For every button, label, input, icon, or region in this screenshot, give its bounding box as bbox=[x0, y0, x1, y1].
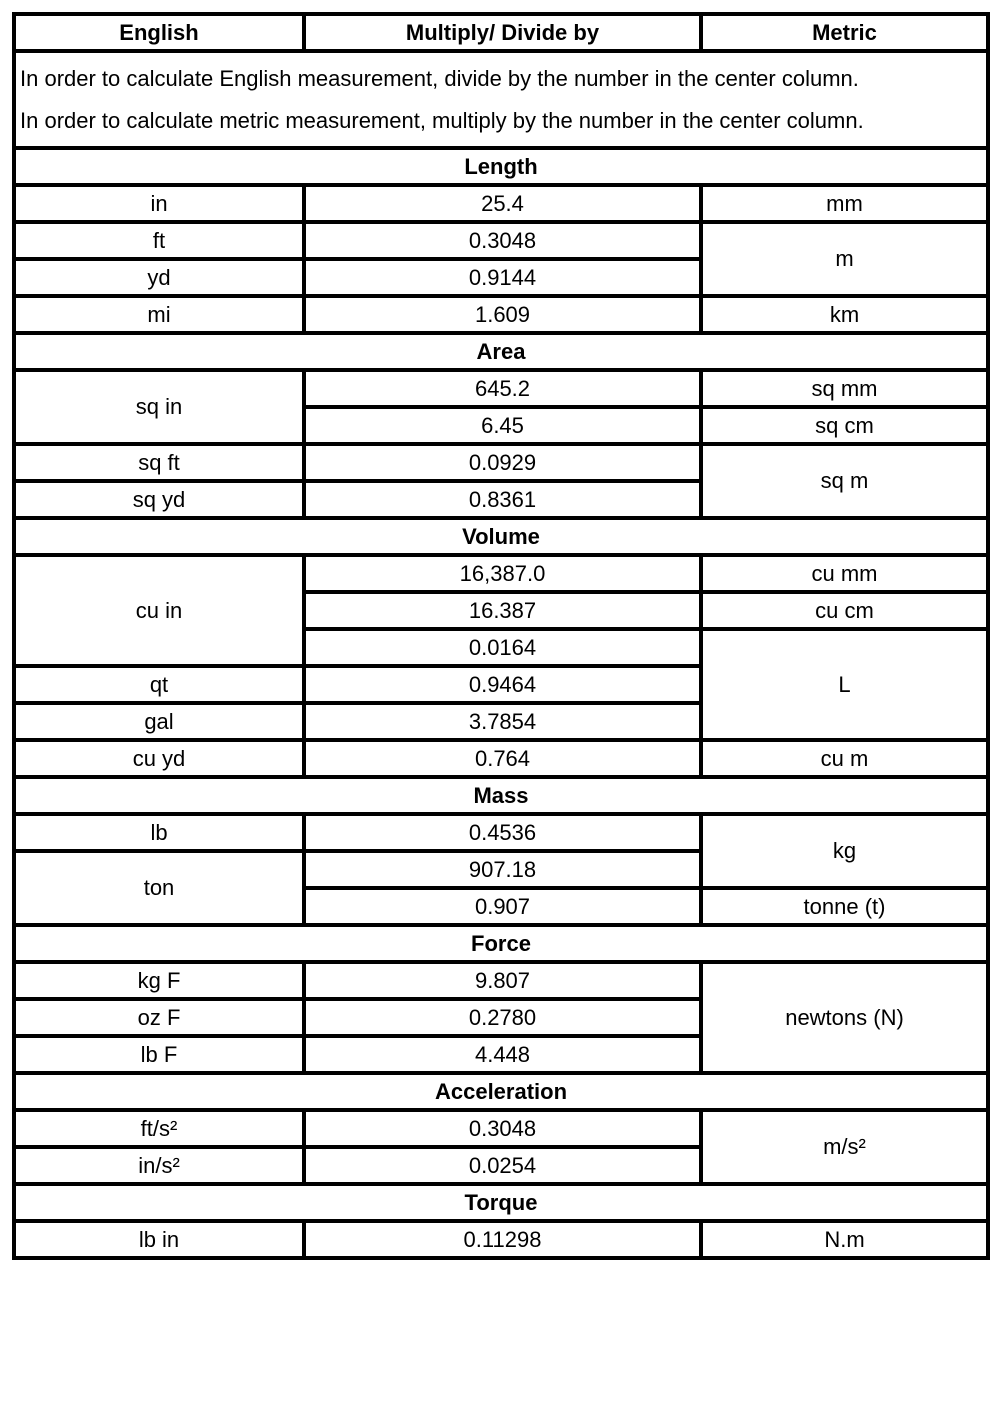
note-line-english: In order to calculate English measurement, divide by the number in the center column. bbox=[20, 65, 859, 91]
table-row bbox=[14, 1110, 988, 1147]
section-row-force bbox=[14, 925, 988, 962]
section-title-mass: Mass bbox=[14, 777, 988, 814]
conversion-factor: 9.807 bbox=[304, 962, 701, 999]
section-row-length bbox=[14, 148, 988, 185]
table-row bbox=[14, 370, 988, 407]
english-unit: cu yd bbox=[14, 740, 304, 777]
english-unit: sq ft bbox=[14, 444, 304, 481]
note-line-metric: In order to calculate metric measurement, multiply by the number in the center column. bbox=[20, 107, 864, 133]
section-row-area bbox=[14, 333, 988, 370]
table-row bbox=[14, 444, 988, 481]
conversion-factor: 0.9464 bbox=[304, 666, 701, 703]
conversion-table-container bbox=[12, 12, 986, 1260]
metric-unit: km bbox=[701, 296, 988, 333]
english-unit: ft/s² bbox=[14, 1110, 304, 1147]
conversion-factor: 16,387.0 bbox=[304, 555, 701, 592]
conversion-factor: 0.0929 bbox=[304, 444, 701, 481]
header-factor: Multiply/ Divide by bbox=[304, 14, 701, 51]
english-unit: ft bbox=[14, 222, 304, 259]
conversion-factor: 25.4 bbox=[304, 185, 701, 222]
note-row bbox=[14, 51, 988, 148]
conversion-factor: 0.764 bbox=[304, 740, 701, 777]
english-unit: in/s² bbox=[14, 1147, 304, 1184]
section-row-mass bbox=[14, 777, 988, 814]
english-unit: cu in bbox=[14, 555, 304, 666]
table-row bbox=[14, 740, 988, 777]
metric-unit: newtons (N) bbox=[701, 962, 988, 1073]
table-row bbox=[14, 555, 988, 592]
english-unit: in bbox=[14, 185, 304, 222]
metric-unit: cu cm bbox=[701, 592, 988, 629]
metric-unit: sq cm bbox=[701, 407, 988, 444]
english-unit: gal bbox=[14, 703, 304, 740]
english-unit: kg F bbox=[14, 962, 304, 999]
conversion-factor: 0.0254 bbox=[304, 1147, 701, 1184]
header-english: English bbox=[14, 14, 304, 51]
conversion-factor: 0.11298 bbox=[304, 1221, 701, 1258]
conversion-factor: 645.2 bbox=[304, 370, 701, 407]
table-row bbox=[14, 962, 988, 999]
metric-unit: m bbox=[701, 222, 988, 296]
metric-unit: kg bbox=[701, 814, 988, 888]
metric-unit: N.m bbox=[701, 1221, 988, 1258]
section-title-length: Length bbox=[14, 148, 988, 185]
section-row-torque bbox=[14, 1184, 988, 1221]
conversion-factor: 0.907 bbox=[304, 888, 701, 925]
conversion-factor: 0.9144 bbox=[304, 259, 701, 296]
conversion-factor: 6.45 bbox=[304, 407, 701, 444]
metric-unit: mm bbox=[701, 185, 988, 222]
header-row bbox=[14, 14, 988, 51]
english-unit: oz F bbox=[14, 999, 304, 1036]
note-spacer bbox=[20, 91, 982, 109]
english-unit: lb in bbox=[14, 1221, 304, 1258]
conversion-factor: 0.4536 bbox=[304, 814, 701, 851]
english-unit: yd bbox=[14, 259, 304, 296]
section-title-volume: Volume bbox=[14, 518, 988, 555]
english-unit: ton bbox=[14, 851, 304, 925]
conversion-factor: 0.0164 bbox=[304, 629, 701, 666]
header-metric: Metric bbox=[701, 14, 988, 51]
english-unit: mi bbox=[14, 296, 304, 333]
metric-unit: sq mm bbox=[701, 370, 988, 407]
metric-unit: cu m bbox=[701, 740, 988, 777]
english-unit: sq in bbox=[14, 370, 304, 444]
metric-unit: sq m bbox=[701, 444, 988, 518]
section-title-torque: Torque bbox=[14, 1184, 988, 1221]
conversion-factor: 16.387 bbox=[304, 592, 701, 629]
conversion-factor: 4.448 bbox=[304, 1036, 701, 1073]
section-title-acceleration: Acceleration bbox=[14, 1073, 988, 1110]
instructions-note bbox=[14, 51, 988, 148]
english-unit: sq yd bbox=[14, 481, 304, 518]
section-title-force: Force bbox=[14, 925, 988, 962]
table-row bbox=[14, 222, 988, 259]
english-unit: lb F bbox=[14, 1036, 304, 1073]
conversion-factor: 907.18 bbox=[304, 851, 701, 888]
section-title-area: Area bbox=[14, 333, 988, 370]
metric-unit: tonne (t) bbox=[701, 888, 988, 925]
table-row bbox=[14, 296, 988, 333]
table-row bbox=[14, 185, 988, 222]
table-row bbox=[14, 1221, 988, 1258]
section-row-volume bbox=[14, 518, 988, 555]
conversion-factor: 0.2780 bbox=[304, 999, 701, 1036]
metric-unit: L bbox=[701, 629, 988, 740]
conversion-factor: 0.8361 bbox=[304, 481, 701, 518]
conversion-factor: 3.7854 bbox=[304, 703, 701, 740]
metric-unit: m/s² bbox=[701, 1110, 988, 1184]
conversion-factor: 1.609 bbox=[304, 296, 701, 333]
section-row-acceleration bbox=[14, 1073, 988, 1110]
metric-unit: cu mm bbox=[701, 555, 988, 592]
table-row bbox=[14, 814, 988, 851]
conversion-factor: 0.3048 bbox=[304, 222, 701, 259]
conversion-factor: 0.3048 bbox=[304, 1110, 701, 1147]
english-unit: qt bbox=[14, 666, 304, 703]
conversion-table bbox=[12, 12, 990, 1260]
english-unit: lb bbox=[14, 814, 304, 851]
